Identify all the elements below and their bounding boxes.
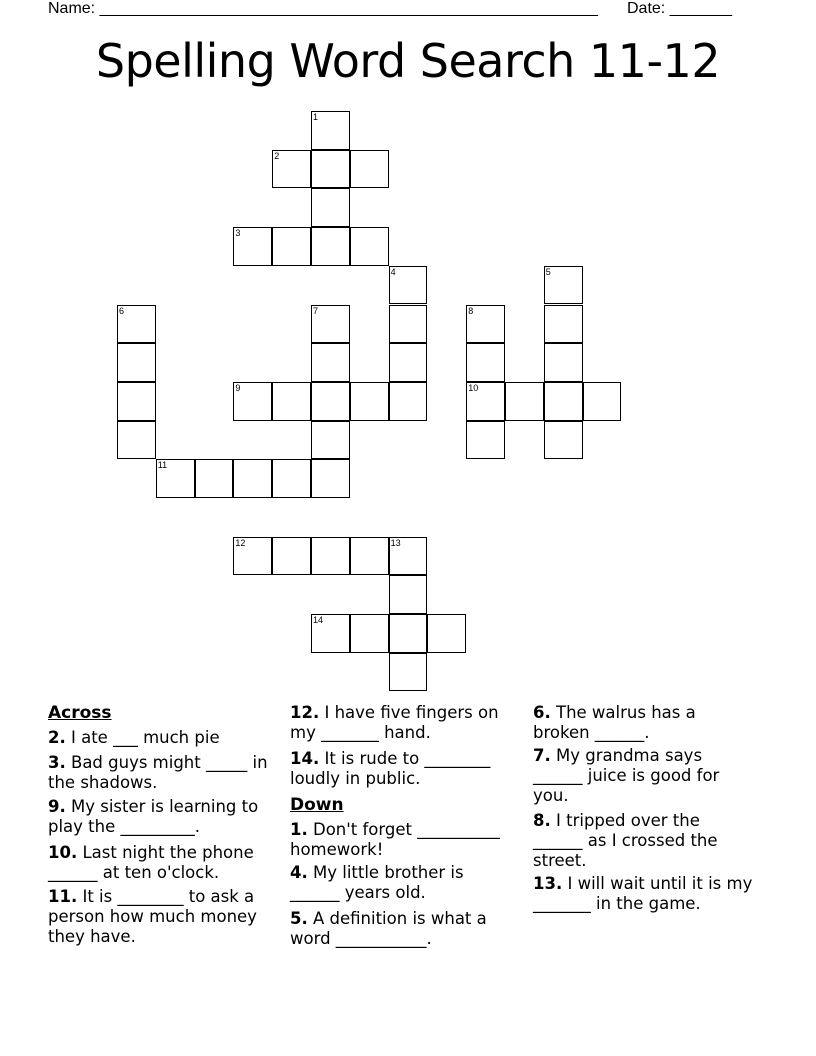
grid-cell[interactable] <box>117 305 156 344</box>
clue-down-13: 13. I will wait until it is my _______ in the game. <box>533 874 753 913</box>
cell-number: 10 <box>468 382 479 393</box>
clue-down-4: 4. My little brother is ______ years old. <box>290 863 464 902</box>
grid-cell[interactable] <box>311 421 350 460</box>
grid-cell[interactable] <box>233 382 272 421</box>
grid-cell[interactable] <box>195 459 234 498</box>
grid-cell[interactable] <box>544 382 583 421</box>
grid-cell[interactable] <box>272 150 311 189</box>
date-field[interactable]: Date: _______ <box>627 0 732 17</box>
grid-cell[interactable] <box>350 382 389 421</box>
grid-cell[interactable] <box>117 382 156 421</box>
down-heading: Down <box>290 795 344 815</box>
grid-cell[interactable] <box>505 382 544 421</box>
grid-cell[interactable] <box>311 614 350 653</box>
grid-cell[interactable] <box>311 382 350 421</box>
grid-cell[interactable] <box>466 382 505 421</box>
grid-cell[interactable] <box>389 614 428 653</box>
clue-across-10: 10. Last night the phone ______ at ten o'clock. <box>48 843 254 882</box>
clue-across-3: 3. Bad guys might _____ in the shadows. <box>48 753 268 792</box>
cell-number: 5 <box>545 266 551 277</box>
grid-cell[interactable] <box>311 111 350 150</box>
clue-across-14: 14. It is rude to ________ loudly in public. <box>290 749 491 788</box>
grid-cell[interactable] <box>311 537 350 576</box>
grid-cell[interactable] <box>389 537 428 576</box>
grid-cell[interactable] <box>350 227 389 266</box>
grid-cell[interactable] <box>466 421 505 460</box>
clue-down-7: 7. My grandma says ______ juice is good for you. <box>533 746 720 805</box>
cell-number: 2 <box>274 150 280 161</box>
grid-cell[interactable] <box>311 188 350 227</box>
clue-across-9: 9. My sister is learning to play the _________. <box>48 797 259 836</box>
cell-number: 7 <box>313 305 319 316</box>
cell-number: 6 <box>119 305 125 316</box>
grid-cell[interactable] <box>544 305 583 344</box>
grid-cell[interactable] <box>583 382 622 421</box>
grid-cell[interactable] <box>272 227 311 266</box>
grid-cell[interactable] <box>233 459 272 498</box>
cell-number: 14 <box>313 615 324 626</box>
grid-cell[interactable] <box>233 537 272 576</box>
grid-cell[interactable] <box>427 614 466 653</box>
cell-number: 12 <box>235 537 246 548</box>
grid-cell[interactable] <box>544 343 583 382</box>
clue-down-8: 8. I tripped over the ______ as I crossed the street. <box>533 811 718 870</box>
clue-down-1: 1. Don't forget __________ homework! <box>290 820 500 859</box>
cell-number: 1 <box>313 112 319 122</box>
clue-across-11: 11. It is ________ to ask a person how much money they have. <box>48 887 257 946</box>
grid-cell[interactable] <box>466 305 505 344</box>
grid-cell[interactable] <box>311 150 350 189</box>
grid-cell[interactable] <box>389 343 428 382</box>
name-field[interactable]: Name: ________________________________________________________ <box>48 0 598 17</box>
cell-number: 4 <box>390 266 396 277</box>
grid-cell[interactable] <box>272 537 311 576</box>
grid-cell[interactable] <box>311 343 350 382</box>
grid-cell[interactable] <box>389 305 428 344</box>
clue-down-5: 5. A definition is what a word ___________. <box>290 909 487 948</box>
cell-number: 9 <box>235 382 241 393</box>
grid-cell[interactable] <box>117 421 156 460</box>
clue-across-2: 2. I ate ___ much pie <box>48 728 220 747</box>
grid-cell[interactable] <box>350 150 389 189</box>
clue-across-12: 12. I have five fingers on my _______ hand. <box>290 703 499 742</box>
grid-cell[interactable] <box>466 343 505 382</box>
grid-cell[interactable] <box>311 305 350 344</box>
clue-down-6: 6. The walrus has a broken ______. <box>533 703 696 742</box>
grid-cell[interactable] <box>311 227 350 266</box>
grid-cell[interactable] <box>389 266 428 305</box>
grid-cell[interactable] <box>544 266 583 305</box>
grid-cell[interactable] <box>156 459 195 498</box>
grid-cell[interactable] <box>350 614 389 653</box>
grid-cell[interactable] <box>272 459 311 498</box>
cell-number: 8 <box>468 305 474 316</box>
grid-cell[interactable] <box>389 653 428 692</box>
grid-cell[interactable] <box>389 382 428 421</box>
grid-cell[interactable] <box>389 575 428 614</box>
across-heading: Across <box>48 703 112 723</box>
page-title: Spelling Word Search 11-12 <box>95 34 721 88</box>
grid-cell[interactable] <box>272 382 311 421</box>
grid-cell[interactable] <box>117 343 156 382</box>
grid-cell[interactable] <box>311 459 350 498</box>
grid-cell[interactable] <box>233 227 272 266</box>
cell-number: 13 <box>390 537 401 548</box>
cell-number: 3 <box>235 228 241 239</box>
grid-cell[interactable] <box>544 421 583 460</box>
grid-cell[interactable] <box>350 537 389 576</box>
cell-number: 11 <box>157 460 168 471</box>
